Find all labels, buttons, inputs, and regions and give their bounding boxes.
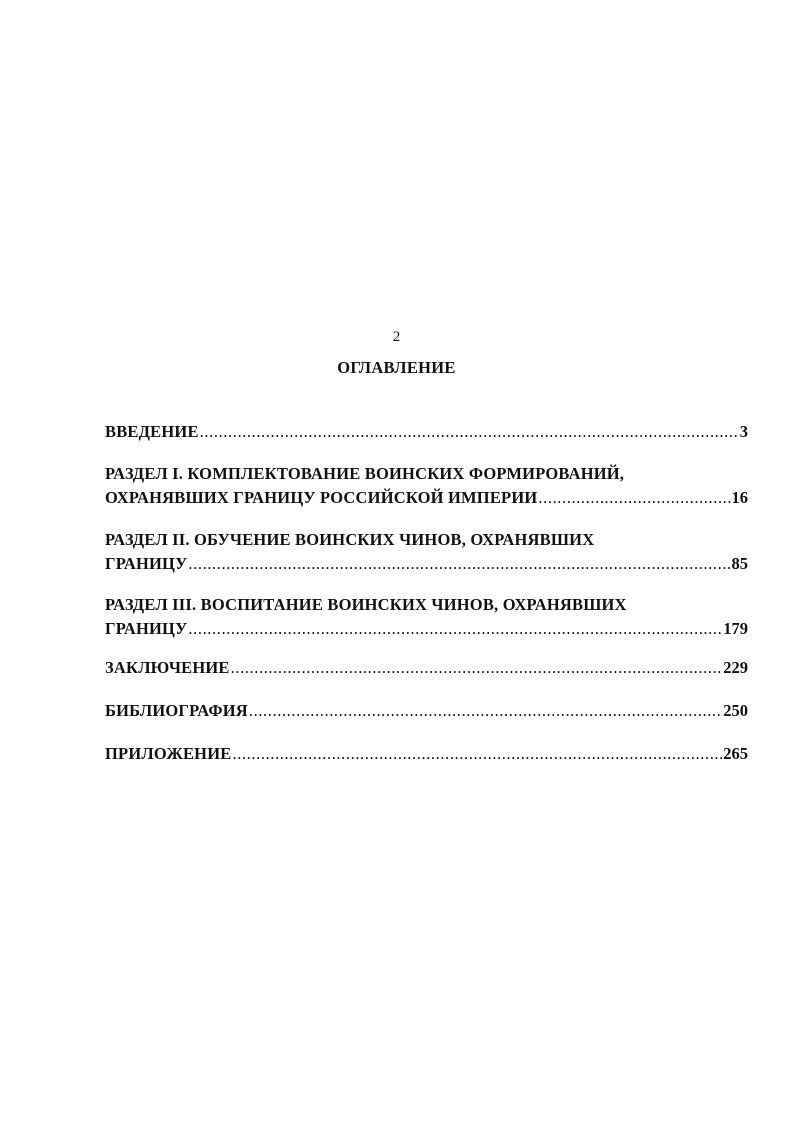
toc-entry-page: 16: [731, 488, 748, 507]
toc-entry-title: БИБЛИОГРАФИЯ: [105, 701, 248, 720]
toc-entry-title-line1: РАЗДЕЛ III. ВОСПИТАНИЕ ВОИНСКИХ ЧИНОВ, ОХРАНЯВШИХ: [105, 595, 627, 614]
dot-leader: [188, 617, 722, 641]
dot-leader: [188, 552, 730, 576]
dot-leader: [231, 656, 723, 680]
toc-entry-title: ГРАНИЦУ: [105, 554, 188, 573]
toc-entry-page: 179: [723, 619, 748, 638]
toc-entry-introduction[interactable]: [105, 420, 748, 444]
toc-entry-title: ОХРАНЯВШИХ ГРАНИЦУ РОССИЙСКОЙ ИМПЕРИИ: [105, 488, 538, 507]
toc-entry-title: ГРАНИЦУ: [105, 619, 188, 638]
toc-entry-line: [105, 552, 748, 576]
toc-entry-title-line1: РАЗДЕЛ II. ОБУЧЕНИЕ ВОИНСКИХ ЧИНОВ, ОХРАНЯВШИХ: [105, 530, 595, 549]
toc-entry-bibliography[interactable]: [105, 699, 748, 723]
toc-entry-section-3[interactable]: [105, 593, 748, 641]
toc-entry-section-1[interactable]: [105, 462, 748, 510]
toc-entry-page: 229: [723, 658, 748, 677]
toc-entry-line: [105, 617, 748, 641]
dot-leader: [232, 742, 722, 766]
toc-entry-page: 265: [723, 744, 748, 763]
toc-title: ОГЛАВЛЕНИЕ: [337, 358, 456, 377]
toc-entry-line: [105, 420, 748, 444]
toc-entry-conclusion[interactable]: [105, 656, 748, 680]
toc-entry-page: 250: [723, 701, 748, 720]
toc-entry-section-2[interactable]: [105, 528, 748, 576]
toc-entry-line: [105, 742, 748, 766]
toc-entry-line: [105, 699, 748, 723]
dot-leader: [538, 486, 730, 510]
toc-entry-appendix[interactable]: [105, 742, 748, 766]
dot-leader: [249, 699, 722, 723]
toc-entry-page: 85: [731, 554, 748, 573]
toc-entry-line: [105, 486, 748, 510]
toc-entry-title: ВВЕДЕНИЕ: [105, 422, 199, 441]
toc-entry-title: ЗАКЛЮЧЕНИЕ: [105, 658, 230, 677]
toc-entry-line: [105, 656, 748, 680]
page-number: 2: [392, 329, 401, 345]
toc-entry-page: 3: [739, 422, 748, 441]
dot-leader: [200, 420, 739, 444]
toc-entry-title-line1: РАЗДЕЛ I. КОМПЛЕКТОВАНИЕ ВОИНСКИХ ФОРМИРОВАНИЙ,: [105, 464, 625, 483]
toc-entry-title: ПРИЛОЖЕНИЕ: [105, 744, 232, 763]
